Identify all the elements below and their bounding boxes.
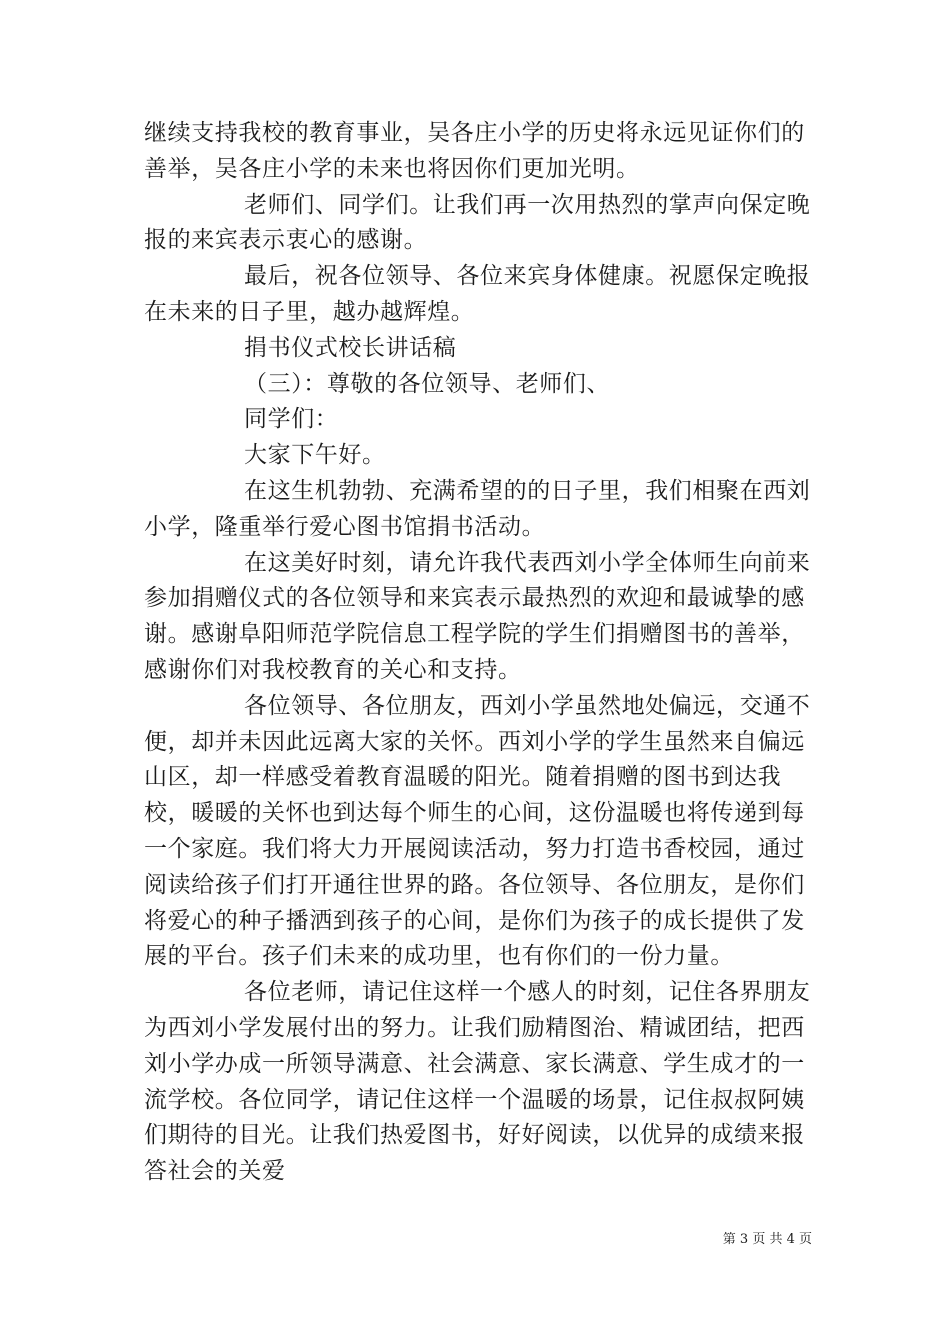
paragraph-8: 在这生机勃勃、充满希望的的日子里，我们相聚在西刘小学，隆重举行爱心图书馆捐书活动。 [144,477,811,540]
page-number: 第 3 页 共 4 页 [722,1232,812,1247]
paragraph-9: 在这美好时刻，请允许我代表西刘小学全体师生向前来参加捐赠仪式的各位领导和来宾表示最热烈的欢迎和最诚挚的感谢。感谢阜阳师范学院信息工程学院的学生们捐赠图书的善举，感谢你们对我校教育的关心和支持。 [144,549,811,683]
document-body [144,116,812,1190]
paragraph-11: 各位老师，请记住这样一个感人的时刻，记住各界朋友为西刘小学发展付出的努力。让我们励精图治、精诚团结，把西刘小学办成一所领导满意、社会满意、家长满意、学生成才的一流学校。各位同学，请记住这样一个温暖的场景，记住叔叔阿姨们期待的目光。让我们热爱图书，好好阅读，以优异的成绩来报答社会的关爱 [144,979,811,1185]
paragraph-10: 各位领导、各位朋友，西刘小学虽然地处偏远，交通不便，却并未因此远离大家的关怀。西刘小学的学生虽然来自偏远山区，却一样感受着教育温暖的阳光。随着捐赠的图书到达我校，暖暖的关怀也到达每个师生的心间，这份温暖也将传递到每一个家庭。我们将大力开展阅读活动，努力打造书香校园，通过阅读给孩子们打开通往世界的路。各位领导、各位朋友，是你们将爱心的种子播洒到孩子的心间，是你们为孩子的成长提供了发展的平台。孩子们未来的成功里，也有你们的一份力量。 [144,692,811,970]
section-subtitle: （三）：尊敬的各位领导、老师们、 [244,370,611,397]
salutation: 同学们： [244,406,339,433]
greeting: 大家下午好。 [244,442,386,469]
section-title: 捐书仪式校长讲话稿 [244,334,457,361]
paragraph-3: 最后，祝各位领导、各位来宾身体健康。祝愿保定晚报在未来的日子里，越办越辉煌。 [144,263,811,325]
paragraph-2: 老师们、同学们。让我们再一次用热烈的掌声向保定晚报的来宾表示衷心的感谢。 [144,191,811,254]
paragraph-1: 继续支持我校的教育事业，吴各庄小学的历史将永远见证你们的善举，吴各庄小学的未来也将因你们更加光明。 [144,120,805,182]
